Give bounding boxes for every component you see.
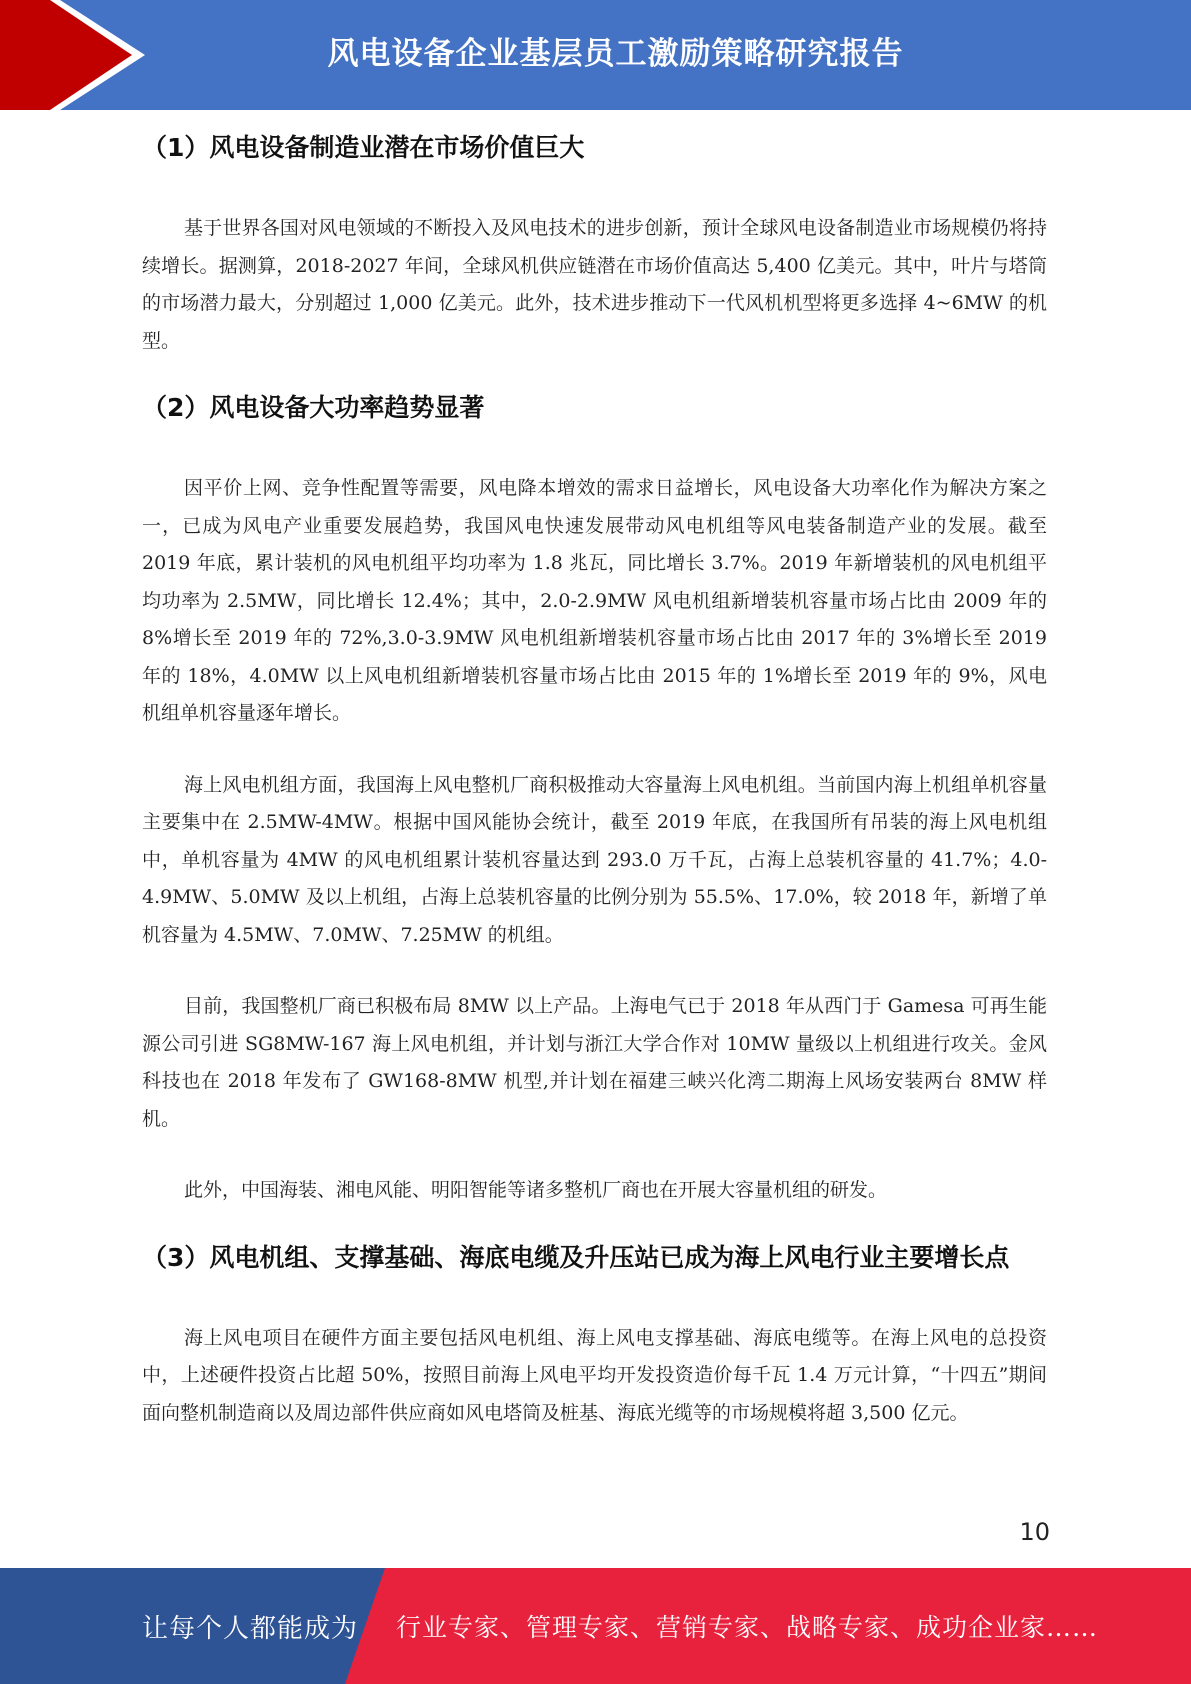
section-2-paragraph-1: 因平价上网、竞争性配置等需要，风电降本增效的需求日益增长，风电设备大功率化作为解决方案之一，已成为风电产业重要发展趋势，我国风电快速发展带动风电机组等风电装备制造产业的发展。截至 2019 年底，累计装机的风电机组平均功率为 1.8 兆瓦，同比增长 3.7%。2019 年新增装机的风电机组平均功率为 2.5MW，同比增长 12.4%；其中，2.0-2.9MW 风电机组新增装机容量市场占比由 2009 年的 8%增长至 2019 年的 72%,3.0-3.9MW 风电机组新增装机容量市场占比由 2017 年的 3%增长至 2019 年的 18%，4.0MW 以上风电机组新增装机容量市场占比由 2015 年的 1%增长至 2019 年的 9%，风电机组单机容量逐年增长。	[142, 477, 1047, 724]
section-3-heading: （3）风电机组、支撑基础、海底电缆及升压站已成为海上风电行业主要增长点	[142, 1242, 1010, 1272]
section-1-paragraph-1: 基于世界各国对风电领域的不断投入及风电技术的进步创新，预计全球风电设备制造业市场规模仍将持续增长。据测算，2018-2027 年间，全球风机供应链潜在市场价值高达 5,400 亿美元。其中，叶片与塔筒的市场潜力最大，分别超过 1,000 亿美元。此外，技术进步推动下一代风机机型将更多选择 4~6MW 的机型。	[142, 217, 1047, 352]
report-title: 风电设备企业基层员工激励策略研究报告	[327, 35, 904, 72]
section-1-heading: （1）风电设备制造业潜在市场价值巨大	[142, 133, 585, 162]
main-content	[142, 128, 1047, 1432]
footer-slogan-left: 让每个人都能成为	[142, 1613, 359, 1644]
page-footer	[0, 1568, 1191, 1684]
section-2-paragraph-2: 海上风电机组方面，我国海上风电整机厂商积极推动大容量海上风电机组。当前国内海上机组单机容量主要集中在 2.5MW-4MW。根据中国风能协会统计，截至 2019 年底，在我国所有吊装的海上风电机组中，单机容量为 4MW 的风电机组累计装机容量达到 293.0 万千瓦，占海上总装机容量的 41.7%；4.0-4.9MW、5.0MW 及以上机组，占海上总装机容量的比例分别为 55.5%、17.0%，较 2018 年，新增了单机容量为 4.5MW、7.0MW、7.25MW 的机组。	[142, 773, 1047, 946]
page-number: 10	[1019, 1518, 1050, 1546]
section-2-paragraph-4: 此外，中国海装、湘电风能、明阳智能等诸多整机厂商也在开展大容量机组的研发。	[184, 1179, 888, 1201]
page-header	[0, 0, 1191, 110]
section-2-paragraph-3: 目前，我国整机厂商已积极布局 8MW 以上产品。上海电气已于 2018 年从西门于 Gamesa 可再生能源公司引进 SG8MW-167 海上风电机组，并计划与浙江大学合作对 10MW 量级以上机组进行攻关。金风科技也在 2018 年发布了 GW168-8MW 机型,并计划在福建三峡兴化湾二期海上风场安装两台 8MW 样机。	[142, 995, 1047, 1130]
footer-slogan-right: 行业专家、管理专家、营销专家、战略专家、成功企业家……	[396, 1613, 1099, 1642]
section-3-paragraph-1: 海上风电项目在硬件方面主要包括风电机组、海上风电支撑基础、海底电缆等。在海上风电的总投资中，上述硬件投资占比超 50%，按照目前海上风电平均开发投资造价每千瓦 1.4 万元计算，“十四五”期间面向整机制造商以及周边部件供应商如风电塔筒及桩基、海底光缆等的市场规模将超 3,500 亿元。	[142, 1326, 1047, 1424]
section-2-heading: （2）风电设备大功率趋势显著	[142, 393, 485, 422]
